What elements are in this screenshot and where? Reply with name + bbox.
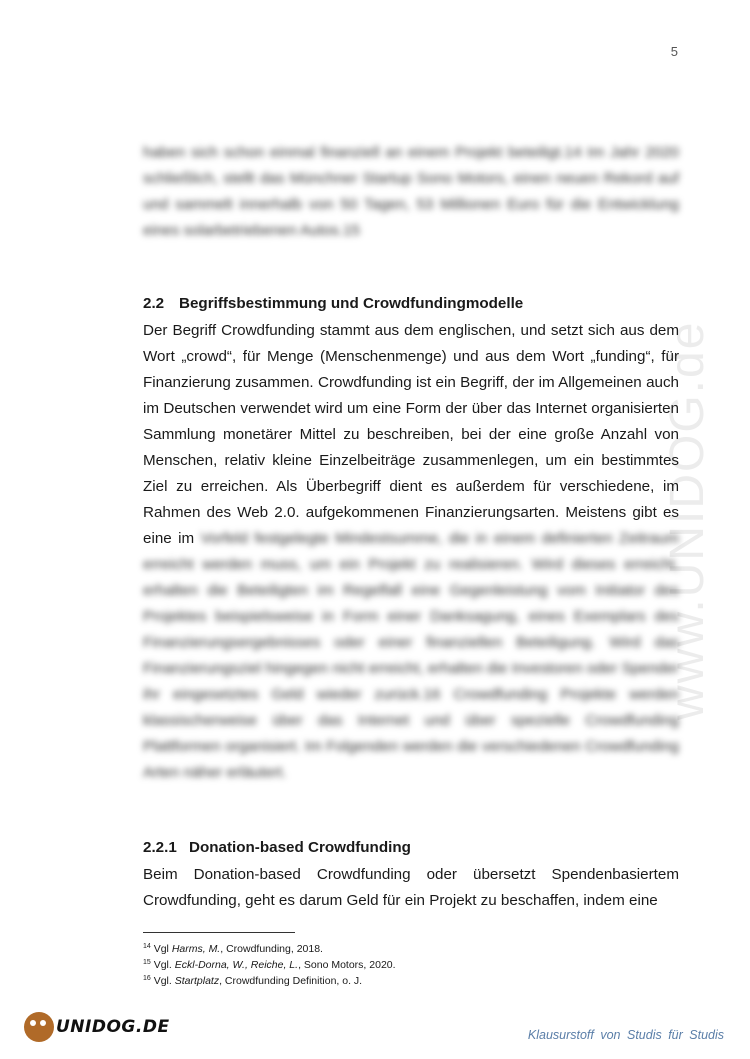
page-number: 5 <box>670 44 678 59</box>
blurred-intro-paragraph: haben sich schon einmal finanziell an einem Projekt beteiligt.14 Im Jahr 2020 schließlich, stellt das Münchner Startup Sono Motors, einen neuen Rekord auf und sammelt innerhalb von 50 Tagen, 53 Millionen Euro für die Entwicklung eines solarbetriebenen Autos.15 <box>143 144 679 239</box>
paragraph-blurred-text: Vorfeld festgelegte Mindestsumme, die in einem definierten Zeitraum erreicht werden muss, um ein Projekt zu realisieren. Wird dieses erreicht, erhalten die Beteiligten im Regelfall eine Gegenleistung vom Initiator des Projektes beispielsweise in Form einer Danksagung, eines Exemplars des Finanzierungsergebnisses oder einer finanziellen Beteiligung. Wird das Finanzierungsziel hingegen nicht erreicht, erhalten die Investoren oder Spender ihr eingesetztes Geld wieder zurück.16 Crowdfunding Projekte werden klassischerweise über das Internet und über spezielle Crowdfunding Plattformen organisiert. Im Folgenden werden die verschiedenen Crowdfunding Arten näher erläutert. <box>143 530 679 781</box>
section-number: 2.2 <box>143 295 165 312</box>
footnotes <box>143 940 396 988</box>
footnote-15: $^{15}$ Vgl. Eckl-Dorna, W., Reiche, L., Sono Motors, 2020. <box>143 959 396 971</box>
subsection-number: 2.2.1 <box>143 839 177 856</box>
footnote-separator <box>143 932 295 933</box>
unidog-logo[interactable] <box>24 1012 170 1042</box>
section-title: Begriffsbestimmung und Crowdfundingmodelle <box>179 295 524 312</box>
dog-icon <box>24 1012 54 1042</box>
paragraph-visible-text: Der Begriff Crowdfunding stammt aus dem englischen, und setzt sich aus dem Wort „crowd“, für Menge (Menschenmenge) und aus dem Wort „funding“, für Finanzierung zusammen. Crowdfunding ist ein Begriff, der im Allgemeinen auch im Deutschen verwendet wird um eine Form der über das Internet organisierten Sammlung monetärer Mittel zu beschreiben, bei der eine große Anzahl von Menschen, relativ kleine Einzelbeiträge zusammenlegen, um ein bestimmtes Ziel zu erreichen. Als Überbegriff dient es außerdem für verschiedene, im Rahmen des Web 2.0. aufgekommenen Finanzierungsarten. Meistens gibt es eine im <box>143 322 679 547</box>
logo-text: UNIDOG.DE <box>56 1017 170 1037</box>
subsection-title: Donation-based Crowdfunding <box>189 839 411 856</box>
section-2-2-paragraph <box>143 318 679 786</box>
footnote-14: $^{14}$ Vgl Harms, M., Crowdfunding, 2018. <box>143 943 323 955</box>
footer-slogan: Klausurstoff von Studis für Studis <box>527 1028 724 1042</box>
footnote-16: $^{16}$ Vgl. Startplatz, Crowdfunding Definition, o. J. <box>143 975 363 987</box>
section-2-2-1-paragraph: Beim Donation-based Crowdfunding oder übersetzt Spendenbasiertem Crowdfunding, geht es darum Geld für ein Projekt zu beschaffen, indem eine <box>143 866 679 909</box>
section-heading-2-2-1 <box>143 839 411 856</box>
section-heading-2-2 <box>143 295 523 312</box>
watermark: www.UNIDOG.de <box>661 320 714 720</box>
